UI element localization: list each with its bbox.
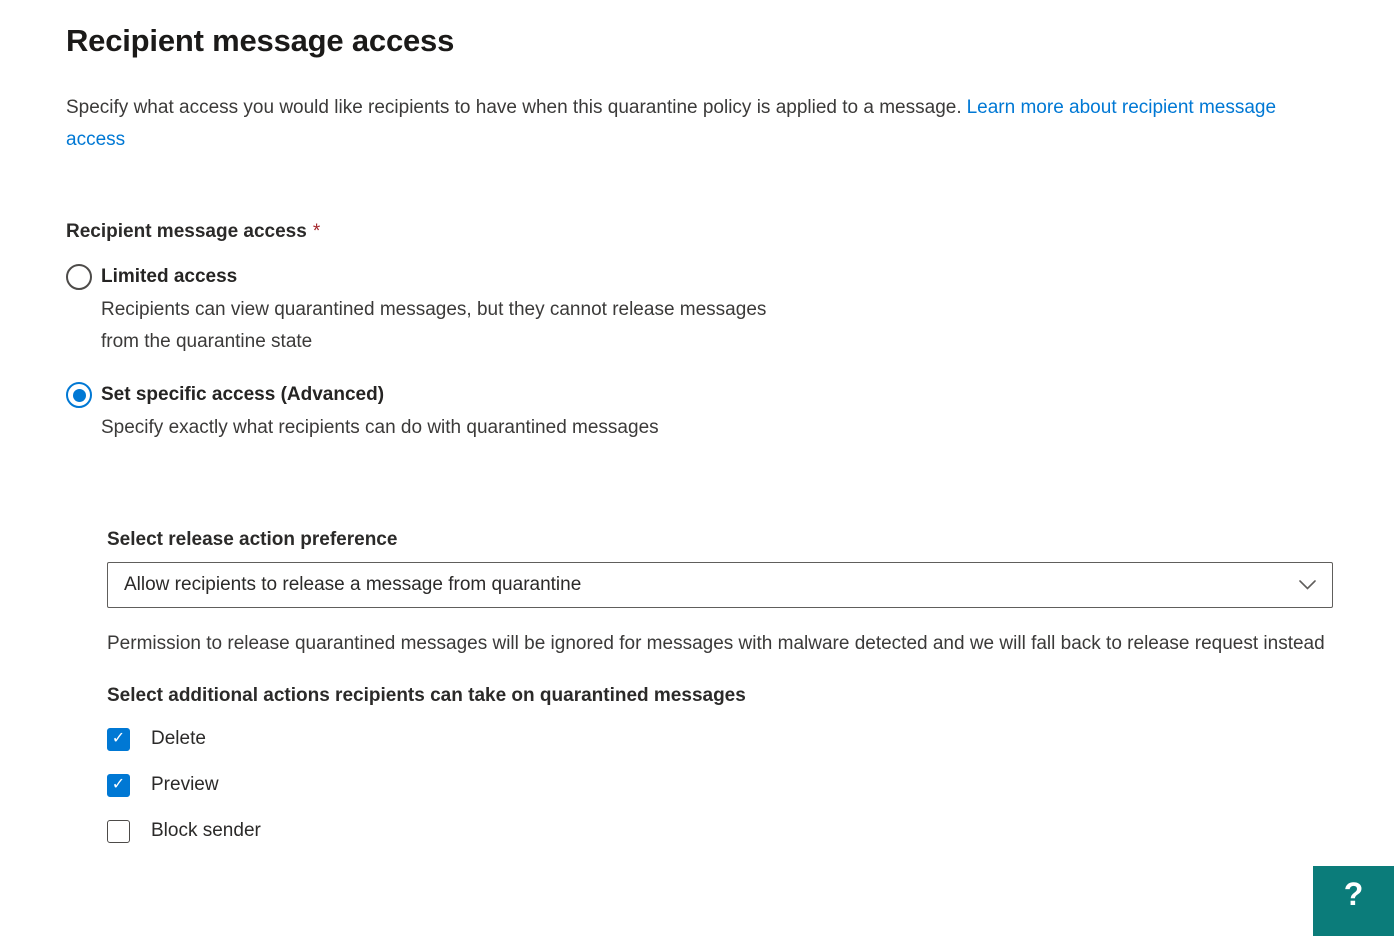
required-asterisk: * <box>312 221 321 242</box>
learn-more-link[interactable]: Learn more about recipient message access <box>66 97 1277 150</box>
dropdown-selected-value: Allow recipients to release a message from quarantine <box>124 574 582 595</box>
question-mark-icon: ? <box>1343 876 1364 912</box>
access-field-label-text: Recipient message access <box>66 221 307 242</box>
radio-option-body <box>101 264 801 358</box>
checkbox-row-block-sender[interactable] <box>107 816 1338 846</box>
radio-option-body <box>101 382 659 444</box>
access-field-label <box>66 220 1338 244</box>
checkbox-row-delete[interactable] <box>107 724 1338 754</box>
release-preference-dropdown[interactable] <box>107 562 1333 608</box>
checkbox-row-preview[interactable] <box>107 770 1338 800</box>
radio-selected-icon[interactable] <box>66 382 92 408</box>
intro-paragraph <box>66 92 1338 156</box>
help-button[interactable] <box>1313 866 1394 936</box>
advanced-access-subsection <box>107 528 1338 846</box>
release-permission-note: Permission to release quarantined messages will be ignored for messages with malware detected and we will fall back to release request instead <box>107 633 1325 654</box>
access-radio-group <box>66 264 1338 444</box>
recipient-message-access-panel <box>66 0 1338 846</box>
intro-text: Specify what access you would like recipients to have when this quarantine policy is applied to a message. <box>66 97 962 118</box>
radio-option-set-specific-access[interactable] <box>66 382 1338 444</box>
radio-description-set-specific-access: Specify exactly what recipients can do with quarantined messages <box>101 417 659 438</box>
check-icon: ✓ <box>111 730 126 747</box>
checkbox-unchecked-icon[interactable] <box>107 820 130 843</box>
radio-label-set-specific-access[interactable]: Set specific access (Advanced) <box>101 384 385 405</box>
page-title: Recipient message access <box>66 23 455 58</box>
check-icon: ✓ <box>111 776 126 793</box>
radio-label-limited-access[interactable]: Limited access <box>101 266 238 287</box>
release-preference-label: Select release action preference <box>107 529 398 550</box>
radio-unselected-icon[interactable] <box>66 264 92 290</box>
checkbox-label-delete[interactable]: Delete <box>151 728 206 749</box>
radio-description-limited-access: Recipients can view quarantined messages, but they cannot release messages from the quarantine state <box>101 299 767 352</box>
checkbox-label-preview[interactable]: Preview <box>151 774 219 795</box>
checkbox-label-block-sender[interactable]: Block sender <box>151 820 261 841</box>
additional-actions-label: Select additional actions recipients can take on quarantined messages <box>107 685 746 706</box>
radio-option-limited-access[interactable] <box>66 264 1338 358</box>
checkbox-checked-icon[interactable] <box>107 774 130 797</box>
checkbox-checked-icon[interactable] <box>107 728 130 751</box>
chevron-down-icon <box>1299 580 1316 590</box>
